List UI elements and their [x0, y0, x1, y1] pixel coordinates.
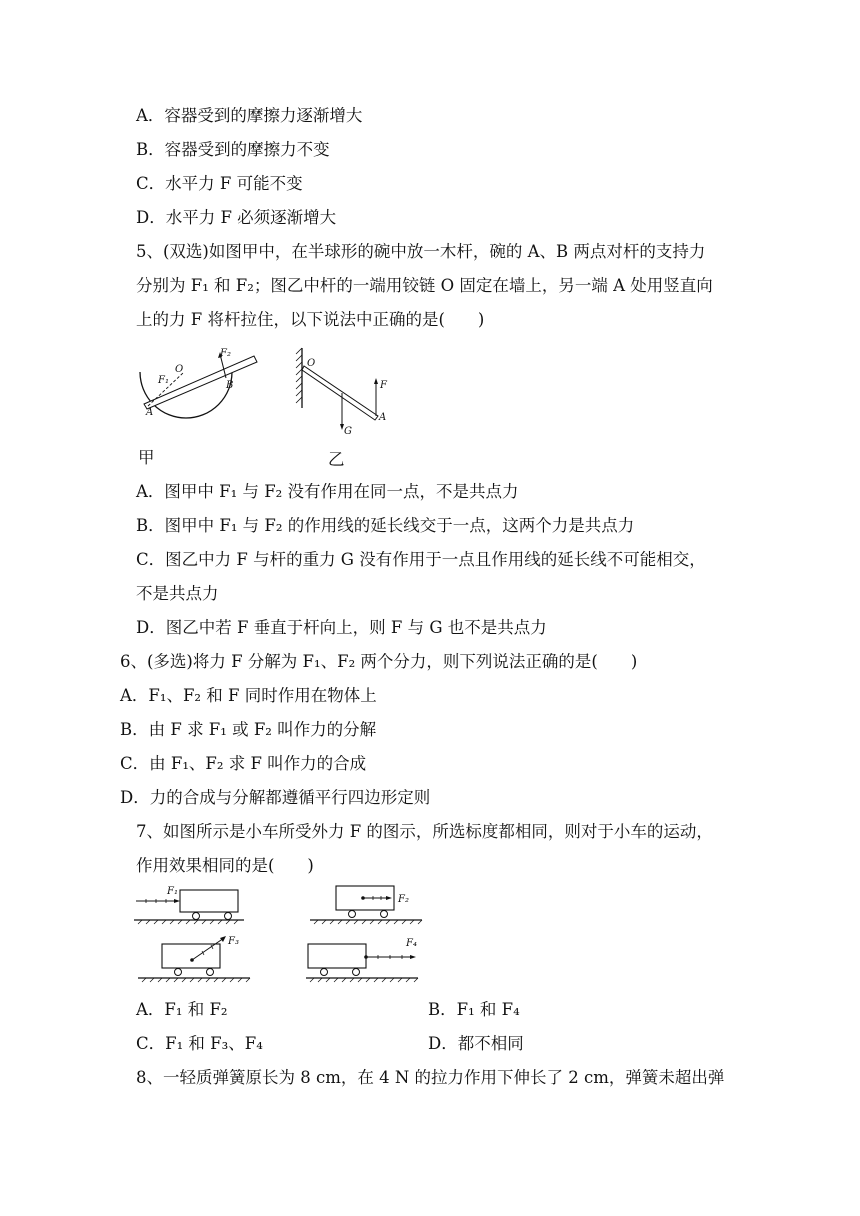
cart-diagram-f4	[306, 932, 446, 984]
q4-option-c: C．水平力 F 可能不变	[136, 174, 303, 193]
diagram-label-o: O	[175, 364, 184, 375]
diagram-label-g: G	[344, 426, 352, 437]
q5-stem-line-3: 上的力 F 将杆拉住，以下说法中正确的是( )	[136, 310, 485, 329]
diagram-label-cart-f4: F₄	[406, 938, 417, 949]
q5-option-c-cont: 不是共点力	[136, 584, 219, 603]
q7-stem-line-1: 7、如图所示是小车所受外力 F 的图示，所选标度都相同，则对于小车的运动，	[136, 822, 713, 841]
hinged-rod-diagram	[292, 342, 392, 442]
figure-label-jia: 甲	[138, 448, 155, 467]
diagram-label-cart-f2: F₂	[398, 894, 409, 905]
q5-option-c: C．图乙中力 F 与杆的重力 G 没有作用于一点且作用线的延长线不可能相交，	[136, 550, 706, 569]
q5-option-b: B．图甲中 F₁ 与 F₂ 的作用线的延长线交于一点，这两个力是共点力	[136, 516, 635, 535]
diagram-label-cart-f1: F₁	[167, 886, 178, 897]
q5-option-d: D．图乙中若 F 垂直于杆向上，则 F 与 G 也不是共点力	[136, 618, 547, 637]
q5-stem-line-2: 分别为 F₁ 和 F₂；图乙中杆的一端用铰链 O 固定在墙上，另一端 A 处用竖直向	[136, 276, 713, 295]
diagram-label-a: A	[146, 407, 154, 418]
q5-stem-line-1: 5、(双选)如图甲中，在半球形的碗中放一木杆，碗的 A、B 两点对杆的支持力	[136, 242, 706, 261]
q4-option-a: A．容器受到的摩擦力逐渐增大	[136, 106, 363, 125]
cart-diagram-f2	[310, 884, 450, 924]
diagram-label-o2: O	[307, 358, 316, 369]
q7-option-c: C．F₁ 和 F₃、F₄	[136, 1034, 263, 1053]
q4-option-d: D．水平力 F 必须逐渐增大	[136, 208, 337, 227]
q7-stem-line-2: 作用效果相同的是( )	[136, 856, 314, 875]
cart-diagram-f3	[138, 932, 278, 984]
q7-option-b: B．F₁ 和 F₄	[428, 1000, 520, 1019]
q6-option-c: C．由 F₁、F₂ 求 F 叫作力的合成	[120, 754, 367, 773]
q5-option-a: A．图甲中 F₁ 与 F₂ 没有作用在同一点，不是共点力	[136, 482, 519, 501]
q6-stem: 6、(多选)将力 F 分解为 F₁、F₂ 两个分力，则下列说法正确的是( )	[120, 652, 638, 671]
diagram-label-b: B	[226, 380, 234, 391]
q6-option-b: B．由 F 求 F₁ 或 F₂ 叫作力的分解	[120, 720, 377, 739]
cart-diagram-f1	[134, 884, 274, 924]
q4-option-b: B．容器受到的摩擦力不变	[136, 140, 330, 159]
diagram-label-a2: A	[379, 412, 387, 423]
q7-option-a: A．F₁ 和 F₂	[136, 1000, 228, 1019]
diagram-label-cart-f3: F₃	[228, 936, 239, 947]
q8-stem: 8、一轻质弹簧原长为 8 cm，在 4 N 的拉力作用下伸长了 2 cm，弹簧未超出弹	[136, 1068, 725, 1087]
q6-option-a: A．F₁、F₂ 和 F 同时作用在物体上	[120, 686, 377, 705]
diagram-label-f2: F₂	[220, 348, 231, 359]
bowl-rod-diagram	[136, 342, 266, 452]
diagram-label-f: F	[380, 380, 387, 391]
q7-option-d: D．都不相同	[428, 1034, 524, 1053]
diagram-label-f1: F₁	[158, 375, 169, 386]
q6-option-d: D．力的合成与分解都遵循平行四边形定则	[120, 788, 431, 807]
figure-label-yi: 乙	[328, 450, 345, 469]
